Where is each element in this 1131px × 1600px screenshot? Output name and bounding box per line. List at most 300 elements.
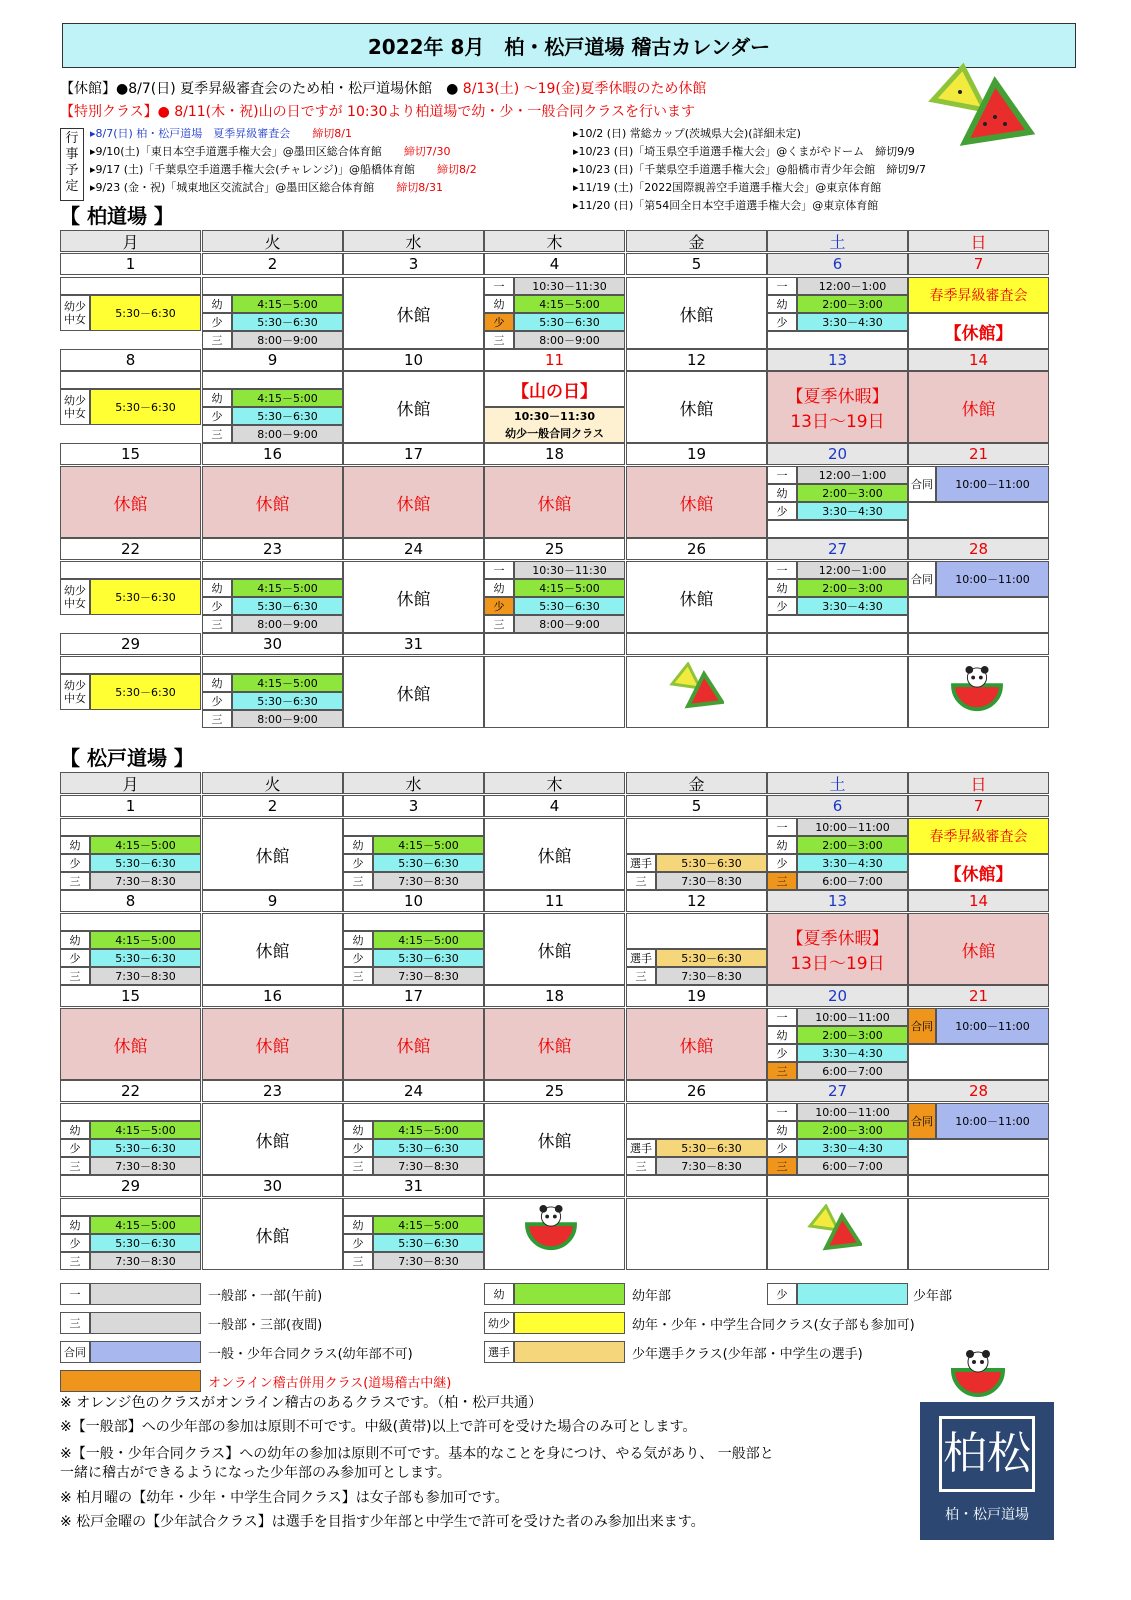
holiday-time: 10:30－11:30 [513, 410, 596, 423]
shinsa-label: 春季昇級審査会 [908, 818, 1049, 854]
legend-swatch [767, 1283, 908, 1305]
weekday-header: 火 [202, 230, 343, 252]
day-number: 21 [908, 443, 1049, 465]
class-time: 2:00－3:00 [797, 1121, 908, 1139]
empty-cell [767, 331, 908, 349]
class-time: 4:15－5:00 [232, 674, 343, 692]
note-line: 一緒に稽古ができるようになった少年部のみ参加可とします。 [60, 1465, 451, 1481]
shinsa-label: 春季昇級審査会 [908, 277, 1049, 313]
weekday-header: 月 [60, 772, 201, 794]
closed-label: 休館 [343, 1008, 484, 1080]
class-time: 5:30－6:30 [656, 854, 767, 872]
class-time: 3:30－4:30 [797, 1044, 908, 1062]
class-time: 3:30－4:30 [797, 854, 908, 872]
weekday-header: 日 [908, 230, 1049, 252]
event-deadline: 締切7/30 [403, 145, 451, 158]
class-time: 6:00－7:00 [797, 872, 908, 890]
class-time: 8:00－9:00 [232, 615, 343, 633]
class-time: 4:15－5:00 [90, 1216, 201, 1234]
summer-break [767, 371, 908, 443]
class-kind: 幼 [202, 295, 232, 313]
class-time: 7:30－8:30 [90, 1252, 201, 1270]
class-time: 10:00－11:00 [797, 818, 908, 836]
weekday-header: 水 [343, 772, 484, 794]
day-number: 12 [626, 349, 767, 371]
class-kind: 三 [343, 872, 373, 890]
class-time: 4:15－5:00 [90, 836, 201, 854]
closed-label: 休館 [202, 1103, 343, 1175]
legend-color [797, 1283, 908, 1305]
class-time: 7:30－8:30 [90, 1157, 201, 1175]
class-kind: 幼 [343, 836, 373, 854]
legend-swatch [60, 1283, 201, 1305]
class-time: 4:15－5:00 [90, 931, 201, 949]
class-time: 5:30－6:30 [373, 1234, 484, 1252]
day-number: 7 [908, 253, 1049, 275]
event-deadline: 締切8/1 [312, 127, 353, 140]
class-kind: 少 [767, 597, 797, 615]
class-time: 6:00－7:00 [797, 1062, 908, 1080]
legend-text: 幼年部 [632, 1288, 672, 1304]
day-number: 22 [60, 538, 201, 560]
day-number: 20 [767, 985, 908, 1007]
class-time: 4:15－5:00 [232, 295, 343, 313]
class-kind: 選手 [626, 1139, 656, 1157]
event-item: ▸10/23 (日)「埼玉県空手道選手権大会」@くまがやドーム 締切9/9 [573, 145, 915, 158]
empty-cell [626, 1103, 767, 1139]
empty-cell [343, 818, 484, 836]
class-time: 2:00－3:00 [797, 836, 908, 854]
day-number: 19 [626, 443, 767, 465]
events-label: 行事予定 [60, 128, 84, 201]
class-time: 3:30－4:30 [797, 597, 908, 615]
day-number: 20 [767, 443, 908, 465]
class-kind: 幼 [60, 836, 90, 854]
class-kind: 選手 [626, 854, 656, 872]
summer-range: 13日～19日 [790, 412, 885, 432]
class-kind: 一 [767, 561, 797, 579]
day-number: 12 [626, 890, 767, 912]
class-kind: 少 [767, 1044, 797, 1062]
event-item [90, 144, 477, 162]
event-text: ▸9/10(土)「東日本空手道選手権大会」@墨田区総合体育館 [90, 145, 382, 158]
class-time: 7:30－8:30 [90, 967, 201, 985]
empty-cell [767, 615, 908, 633]
class-kind: 少 [343, 1139, 373, 1157]
class-kind: 幼 [343, 1121, 373, 1139]
day-number: 22 [60, 1080, 201, 1102]
empty-cell [60, 1198, 201, 1216]
notice-closure [60, 80, 706, 98]
day-number: 9 [202, 349, 343, 371]
event-item: ▸10/2 (日) 常総カップ(茨城県大会)(詳細未定) [573, 127, 801, 140]
day-number: 21 [908, 985, 1049, 1007]
class-time: 12:00－1:00 [797, 277, 908, 295]
class-kind: 三 [626, 872, 656, 890]
empty-cell [626, 1175, 767, 1197]
weekday-header: 金 [626, 230, 767, 252]
legend-color [514, 1341, 625, 1363]
class-kind: 少 [767, 502, 797, 520]
page-title: 2022年 8月 柏・松戸道場 稽古カレンダー [62, 23, 1076, 68]
class-time: 5:30－6:30 [373, 949, 484, 967]
closed-label: 休館 [484, 1008, 625, 1080]
empty-cell [60, 371, 201, 389]
legend-text: 少年選手クラス(少年部・中学生の選手) [632, 1346, 863, 1362]
matsudo-title: 【 松戸道場 】 [60, 746, 194, 770]
class-kind: 一 [767, 277, 797, 295]
empty-cell [767, 1175, 908, 1197]
closed-label: 休館 [343, 371, 484, 443]
event-item [90, 180, 477, 198]
legend-kind: 幼 [484, 1283, 514, 1305]
class-time: 12:00－1:00 [797, 466, 908, 484]
legend-kind [60, 1370, 201, 1392]
day-number: 23 [202, 538, 343, 560]
class-time: 5:30－6:30 [514, 597, 625, 615]
class-time: 4:15－5:00 [373, 836, 484, 854]
day-number: 28 [908, 538, 1049, 560]
note-line: ※ 柏月曜の【幼年・少年・中学生合同クラス】は女子部も参加可です。 [60, 1490, 509, 1506]
closed-note: 【休館】 [908, 854, 1049, 890]
class-time: 2:00－3:00 [797, 484, 908, 502]
day-number: 10 [343, 349, 484, 371]
class-kind: 三 [484, 331, 514, 349]
class-kind: 幼 [767, 1026, 797, 1044]
class-kind: 少 [202, 597, 232, 615]
closed-label: 休館 [484, 466, 625, 538]
class-kind: 合同 [908, 466, 936, 502]
class-kind: 少 [484, 597, 514, 615]
day-number: 5 [626, 795, 767, 817]
day-number: 24 [343, 1080, 484, 1102]
class-kind: 幼少中女 [60, 295, 90, 331]
legend-kind: 合同 [60, 1341, 90, 1363]
closed-label: 休館 [202, 1008, 343, 1080]
class-kind: 少 [343, 854, 373, 872]
empty-cell [484, 633, 625, 655]
class-kind: 合同 [908, 1008, 936, 1044]
class-kind: 少 [343, 1234, 373, 1252]
day-number: 16 [202, 443, 343, 465]
day-number: 7 [908, 795, 1049, 817]
empty-cell [60, 818, 201, 836]
closed-label: 休館 [484, 913, 625, 985]
class-time: 5:30－6:30 [232, 313, 343, 331]
note-line: ※【一般・少年合同クラス】への幼年の参加は原則不可です。基本的なことを身につけ、やる気があり、 一般部と [60, 1446, 774, 1462]
class-kind: 一 [767, 818, 797, 836]
summer-break [767, 913, 908, 985]
empty-cell [908, 1175, 1049, 1197]
empty-cell [908, 597, 1049, 633]
class-time: 5:30－6:30 [232, 407, 343, 425]
day-number: 18 [484, 985, 625, 1007]
class-kind: 三 [343, 1252, 373, 1270]
event-item [90, 126, 477, 144]
class-kind: 幼 [343, 1216, 373, 1234]
day-number: 1 [60, 253, 201, 275]
weekday-header: 木 [484, 230, 625, 252]
empty-cell [60, 561, 201, 579]
closed-label: 休館 [908, 371, 1049, 443]
class-kind: 幼 [767, 1121, 797, 1139]
closed-label: 休館 [60, 466, 201, 538]
class-time: 4:15－5:00 [232, 389, 343, 407]
class-time: 5:30－6:30 [373, 1139, 484, 1157]
legend-swatch [60, 1341, 201, 1363]
class-time: 4:15－5:00 [232, 579, 343, 597]
day-number: 31 [343, 633, 484, 655]
legend-kind: 三 [60, 1312, 90, 1334]
class-time: 5:30－6:30 [90, 949, 201, 967]
day-number: 29 [60, 1175, 201, 1197]
closed-label: 休館 [202, 1198, 343, 1270]
class-time: 4:15－5:00 [373, 931, 484, 949]
class-kind: 幼 [202, 674, 232, 692]
events-left-list [90, 126, 477, 198]
class-kind: 少 [202, 313, 232, 331]
weekday-header: 金 [626, 772, 767, 794]
class-time: 7:30－8:30 [373, 1157, 484, 1175]
class-kind: 幼少中女 [60, 579, 90, 615]
event-text: ▸9/23 (金・祝)「城東地区交流試合」@墨田区総合体育館 [90, 181, 375, 194]
day-number: 14 [908, 890, 1049, 912]
empty-cell [767, 633, 908, 655]
note-line: ※【一般部】への少年部の参加は原則不可です。中級(黄帯)以上で許可を受けた場合のみ可とします。 [60, 1419, 697, 1435]
class-time: 4:15－5:00 [373, 1216, 484, 1234]
class-time: 10:30－11:30 [514, 277, 625, 295]
class-kind: 三 [60, 872, 90, 890]
note-line: ※ 松戸金曜の【少年試合クラス】は選手を目指す少年部と中学生で許可を受けた者のみ参加出来ます。 [60, 1514, 705, 1530]
day-number: 18 [484, 443, 625, 465]
logo-kanji: 柏松 [939, 1416, 1035, 1492]
empty-cell [60, 656, 201, 674]
weekday-header: 土 [767, 772, 908, 794]
legend-color [90, 1283, 201, 1305]
empty-cell [484, 656, 625, 728]
empty-cell [626, 633, 767, 655]
legend-kind: 少 [767, 1283, 797, 1305]
closed-label: 休館 [626, 561, 767, 633]
class-kind: 幼 [60, 1121, 90, 1139]
notice-summer-text: 8/13(土) ～19(金)夏季休暇のため休館 [462, 81, 707, 97]
empty-cell [908, 633, 1049, 655]
day-number: 24 [343, 538, 484, 560]
weekday-header: 木 [484, 772, 625, 794]
empty-cell [908, 1139, 1049, 1175]
class-time: 2:00－3:00 [797, 579, 908, 597]
class-time: 10:00－11:00 [936, 466, 1049, 502]
class-time: 5:30－6:30 [656, 1139, 767, 1157]
day-number: 2 [202, 795, 343, 817]
class-kind: 三 [767, 1062, 797, 1080]
empty-cell [202, 656, 343, 674]
legend-text: オンライン稽古併用クラス(道場稽古中継) [208, 1375, 452, 1391]
class-kind: 少 [202, 692, 232, 710]
class-kind: 合同 [908, 1103, 936, 1139]
legend-color [90, 1341, 201, 1363]
class-kind: 一 [484, 561, 514, 579]
class-kind: 少 [767, 1139, 797, 1157]
class-kind: 一 [484, 277, 514, 295]
day-number: 4 [484, 795, 625, 817]
class-kind: 少 [60, 1234, 90, 1252]
legend-text: 少年部 [913, 1288, 953, 1304]
class-time: 8:00－9:00 [232, 425, 343, 443]
day-number: 14 [908, 349, 1049, 371]
class-kind: 三 [767, 872, 797, 890]
day-number: 1 [60, 795, 201, 817]
event-deadline: 締切8/2 [437, 163, 477, 176]
legend-swatch [60, 1312, 201, 1334]
class-time: 4:15－5:00 [90, 1121, 201, 1139]
class-kind: 幼 [767, 295, 797, 313]
class-time: 7:30－8:30 [90, 872, 201, 890]
class-kind: 合同 [908, 561, 936, 597]
day-number: 11 [484, 890, 625, 912]
watermelon-icon [668, 662, 724, 716]
day-number: 17 [343, 985, 484, 1007]
weekday-header: 月 [60, 230, 201, 252]
closed-label: 休館 [202, 913, 343, 985]
empty-cell [908, 502, 1049, 538]
empty-cell [767, 656, 908, 728]
empty-cell [343, 1198, 484, 1216]
day-number: 15 [60, 985, 201, 1007]
legend-swatch [484, 1283, 625, 1305]
class-kind: 少 [343, 949, 373, 967]
class-kind: 幼 [60, 931, 90, 949]
class-kind: 三 [60, 1157, 90, 1175]
class-time: 5:30－6:30 [90, 674, 201, 710]
closed-label: 休館 [202, 466, 343, 538]
class-time: 7:30－8:30 [373, 872, 484, 890]
class-time: 5:30－6:30 [90, 579, 201, 615]
class-time: 3:30－4:30 [797, 313, 908, 331]
day-number: 17 [343, 443, 484, 465]
class-time: 7:30－8:30 [656, 967, 767, 985]
day-number: 31 [343, 1175, 484, 1197]
empty-cell [202, 371, 343, 389]
panda-watermelon-icon [522, 1205, 580, 1257]
notice-special: 【特別クラス】● 8/11(木・祝)山の日ですが 10:30より柏道場で幼・少・一般合同クラスを行います [60, 104, 695, 120]
class-kind: 少 [60, 1139, 90, 1157]
class-kind: 少 [60, 854, 90, 872]
class-kind: 少 [60, 949, 90, 967]
class-time: 7:30－8:30 [656, 1157, 767, 1175]
empty-cell [908, 1044, 1049, 1080]
closed-label: 休館 [202, 818, 343, 890]
day-number: 26 [626, 538, 767, 560]
logo-caption: 柏・松戸道場 [945, 1507, 1029, 1523]
class-kind: 幼 [202, 389, 232, 407]
legend-color [514, 1283, 625, 1305]
day-number: 27 [767, 1080, 908, 1102]
day-number: 6 [767, 795, 908, 817]
day-number: 25 [484, 538, 625, 560]
class-kind: 三 [202, 331, 232, 349]
class-time: 2:00－3:00 [797, 1026, 908, 1044]
class-kind: 三 [60, 1252, 90, 1270]
day-number: 15 [60, 443, 201, 465]
closed-label: 休館 [626, 277, 767, 349]
class-time: 5:30－6:30 [90, 1139, 201, 1157]
class-kind: 幼 [343, 931, 373, 949]
legend-text: 幼年・少年・中学生合同クラス(女子部も参加可) [632, 1317, 915, 1333]
class-time: 10:00－11:00 [936, 561, 1049, 597]
legend-swatch [60, 1370, 201, 1392]
class-time: 5:30－6:30 [90, 295, 201, 331]
closed-label: 休館 [626, 1008, 767, 1080]
legend-swatch [484, 1312, 625, 1334]
day-number: 28 [908, 1080, 1049, 1102]
closed-label: 休館 [343, 466, 484, 538]
class-kind: 幼 [767, 836, 797, 854]
closed-note: 【休館】 [908, 313, 1049, 349]
weekday-header: 水 [343, 230, 484, 252]
day-number: 5 [626, 253, 767, 275]
watermelon-icon [806, 1204, 862, 1258]
class-kind: 少 [484, 313, 514, 331]
events-right-list [573, 126, 926, 216]
class-kind: 三 [767, 1157, 797, 1175]
class-kind: 一 [767, 1103, 797, 1121]
legend-text: 一般部・一部(午前) [208, 1288, 323, 1304]
panda-watermelon-icon [948, 666, 1006, 718]
class-time: 8:00－9:00 [232, 710, 343, 728]
class-kind: 三 [60, 967, 90, 985]
day-number: 30 [202, 633, 343, 655]
class-time: 4:15－5:00 [514, 579, 625, 597]
class-kind: 一 [767, 1008, 797, 1026]
class-kind: 少 [202, 407, 232, 425]
watermelon-decoration [925, 62, 1055, 152]
day-number: 2 [202, 253, 343, 275]
empty-cell [767, 520, 908, 538]
day-number: 19 [626, 985, 767, 1007]
event-item [90, 162, 477, 180]
day-number: 13 [767, 349, 908, 371]
day-number: 3 [343, 795, 484, 817]
notice-closure-text: 【休館】●8/7(日) 夏季昇級審査会のため柏・松戸道場休館 ● [60, 81, 459, 97]
class-kind: 一 [767, 466, 797, 484]
closed-label: 休館 [484, 1103, 625, 1175]
closed-label: 休館 [60, 1008, 201, 1080]
summer-title: 【夏季休暇】 [786, 387, 889, 407]
class-time: 10:00－11:00 [936, 1103, 1049, 1139]
day-number: 13 [767, 890, 908, 912]
legend-color [514, 1312, 625, 1334]
legend-text: 一般・少年合同クラス(幼年部不可) [208, 1346, 413, 1362]
class-time: 5:30－6:30 [656, 949, 767, 967]
closed-label: 休館 [908, 913, 1049, 985]
class-time: 10:00－11:00 [797, 1103, 908, 1121]
day-number: 6 [767, 253, 908, 275]
class-time: 8:00－9:00 [514, 615, 625, 633]
class-time: 5:30－6:30 [90, 854, 201, 872]
closed-label: 休館 [626, 371, 767, 443]
class-kind: 少 [767, 854, 797, 872]
dojo-logo [920, 1402, 1054, 1540]
class-time: 12:00－1:00 [797, 561, 908, 579]
legend-kind: 一 [60, 1283, 90, 1305]
day-number: 25 [484, 1080, 625, 1102]
class-kind: 三 [626, 1157, 656, 1175]
class-time: 4:15－5:00 [514, 295, 625, 313]
closed-label: 休館 [343, 277, 484, 349]
class-time: 10:00－11:00 [936, 1008, 1049, 1044]
class-time: 5:30－6:30 [373, 854, 484, 872]
